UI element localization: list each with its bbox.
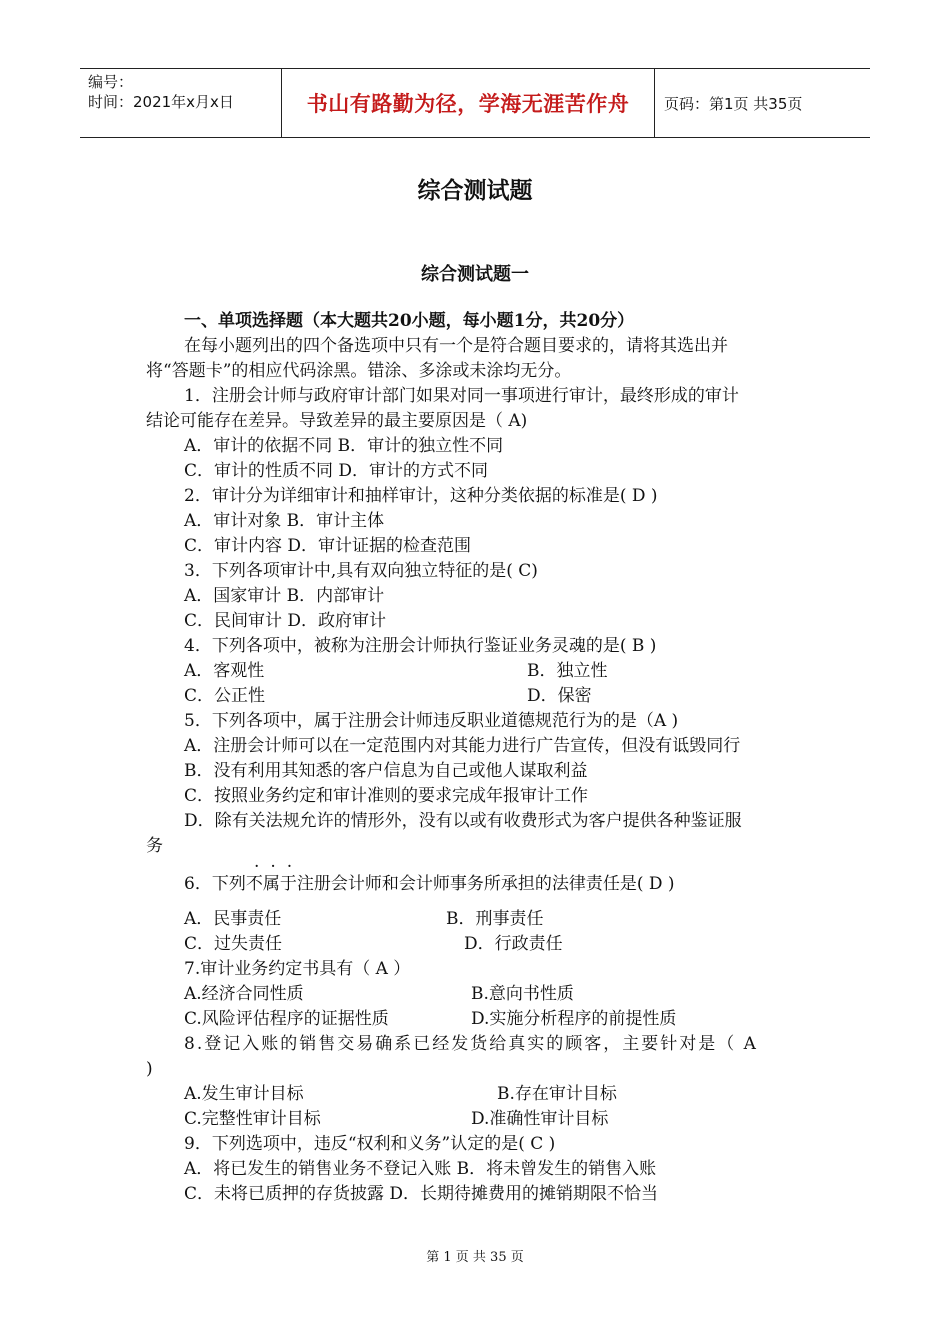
question-9-options-2: C．未将已质押的存货披露 D．长期待摊费用的摊销期限不恰当 — [184, 1184, 659, 1204]
question-4-option-b: B．独立性 — [527, 661, 608, 681]
question-3-stem: 3．下列各项审计中,具有双向独立特征的是( C) — [184, 561, 538, 581]
page-info: 页码：第1页 共35页 — [664, 94, 803, 113]
question-9-options-1: A．将已发生的销售业务不登记入账 B．将未曾发生的销售入账 — [184, 1159, 657, 1179]
question-6-option-c: C．过失责任 — [184, 934, 283, 954]
question-2-options-1: A．审计对象 B．审计主体 — [184, 511, 385, 531]
question-7-option-b: B.意向书性质 — [471, 984, 574, 1004]
question-1-options-1: A．审计的依据不同 B．审计的独立性不同 — [184, 436, 504, 456]
emphasis-dots: ... — [254, 852, 304, 872]
motto: 书山有路勤为径，学海无涯苦作舟 — [281, 69, 655, 137]
question-5-option-b: B．没有利用其知悉的客户信息为自己或他人谋取利益 — [184, 761, 588, 781]
page-subtitle: 综合测试题一 — [421, 264, 529, 285]
question-6-option-a: A．民事责任 — [184, 909, 282, 929]
question-4-option-d: D．保密 — [527, 686, 592, 706]
header-left-cell — [80, 69, 280, 137]
question-8-stem: 8.登记入账的销售交易确系已经发货给真实的顾客，主要针对是（ A — [184, 1034, 758, 1054]
question-3-options-2: C．民间审计 D．政府审计 — [184, 611, 387, 631]
question-8-option-c: C.完整性审计目标 — [184, 1109, 321, 1129]
time-label: 时间：2021年x月x日 — [88, 93, 234, 111]
question-2-options-2: C．审计内容 D．审计证据的检查范围 — [184, 536, 472, 556]
question-5-option-d-cont: 务 — [146, 836, 163, 856]
question-1-stem: 1．注册会计师与政府审计部门如果对同一事项进行审计，最终形成的审计 — [184, 386, 739, 406]
question-7-option-d: D.实施分析程序的前提性质 — [471, 1009, 677, 1029]
question-2-stem: 2．审计分为详细审计和抽样审计，这种分类依据的标准是( D ) — [184, 486, 658, 506]
section-heading: 一、单项选择题（本大题共20小题，每小题1分，共20分） — [184, 311, 635, 331]
intro-line-1: 在每小题列出的四个备选项中只有一个是符合题目要求的，请将其选出并 — [184, 336, 728, 356]
question-6-option-d: D．行政责任 — [464, 934, 563, 954]
question-4-stem: 4．下列各项中，被称为注册会计师执行鉴证业务灵魂的是( B ) — [184, 636, 657, 656]
question-8-option-b: B.存在审计目标 — [497, 1084, 617, 1104]
question-4-option-c: C．公正性 — [184, 686, 266, 706]
intro-line-2: 将“答题卡”的相应代码涂黑。错涂、多涂或未涂均无分。 — [146, 361, 572, 381]
question-7-stem: 7.审计业务约定书具有（ A ） — [184, 959, 411, 979]
question-5-option-a: A．注册会计师可以在一定范围内对其能力进行广告宣传，但没有诋毁同行 — [184, 736, 741, 756]
header-table — [80, 68, 870, 138]
question-8-option-a: A.发生审计目标 — [184, 1084, 304, 1104]
question-7-option-c: C.风险评估程序的证据性质 — [184, 1009, 389, 1029]
question-5-option-d: D．除有关法规允许的情形外，没有以或有收费形式为客户提供各种鉴证服 — [184, 811, 742, 831]
question-6-option-b: B．刑事责任 — [446, 909, 544, 929]
question-3-options-1: A．国家审计 B．内部审计 — [184, 586, 385, 606]
question-6-stem: 6．下列不属于注册会计师和会计师事务所承担的法律责任是( D ) — [184, 874, 675, 894]
question-5-option-c: C．按照业务约定和审计准则的要求完成年报审计工作 — [184, 786, 589, 806]
question-8-option-d: D.准确性审计目标 — [471, 1109, 609, 1129]
page-title: 综合测试题 — [417, 178, 533, 204]
question-7-option-a: A.经济合同性质 — [184, 984, 304, 1004]
question-4-option-a: A．客观性 — [184, 661, 265, 681]
question-1-options-2: C．审计的性质不同 D．审计的方式不同 — [184, 461, 489, 481]
question-9-stem: 9．下列选项中，违反“权利和义务”认定的是( C ) — [184, 1134, 556, 1154]
question-8-stem-cont: ) — [146, 1059, 153, 1079]
number-label: 编号： — [88, 73, 134, 91]
page-footer: 第 1 页 共 35 页 — [426, 1250, 524, 1265]
question-5-stem: 5．下列各项中，属于注册会计师违反职业道德规范行为的是（A ) — [184, 711, 679, 731]
question-1-stem-cont: 结论可能存在差异。导致差异的最主要原因是（ A) — [146, 411, 528, 431]
